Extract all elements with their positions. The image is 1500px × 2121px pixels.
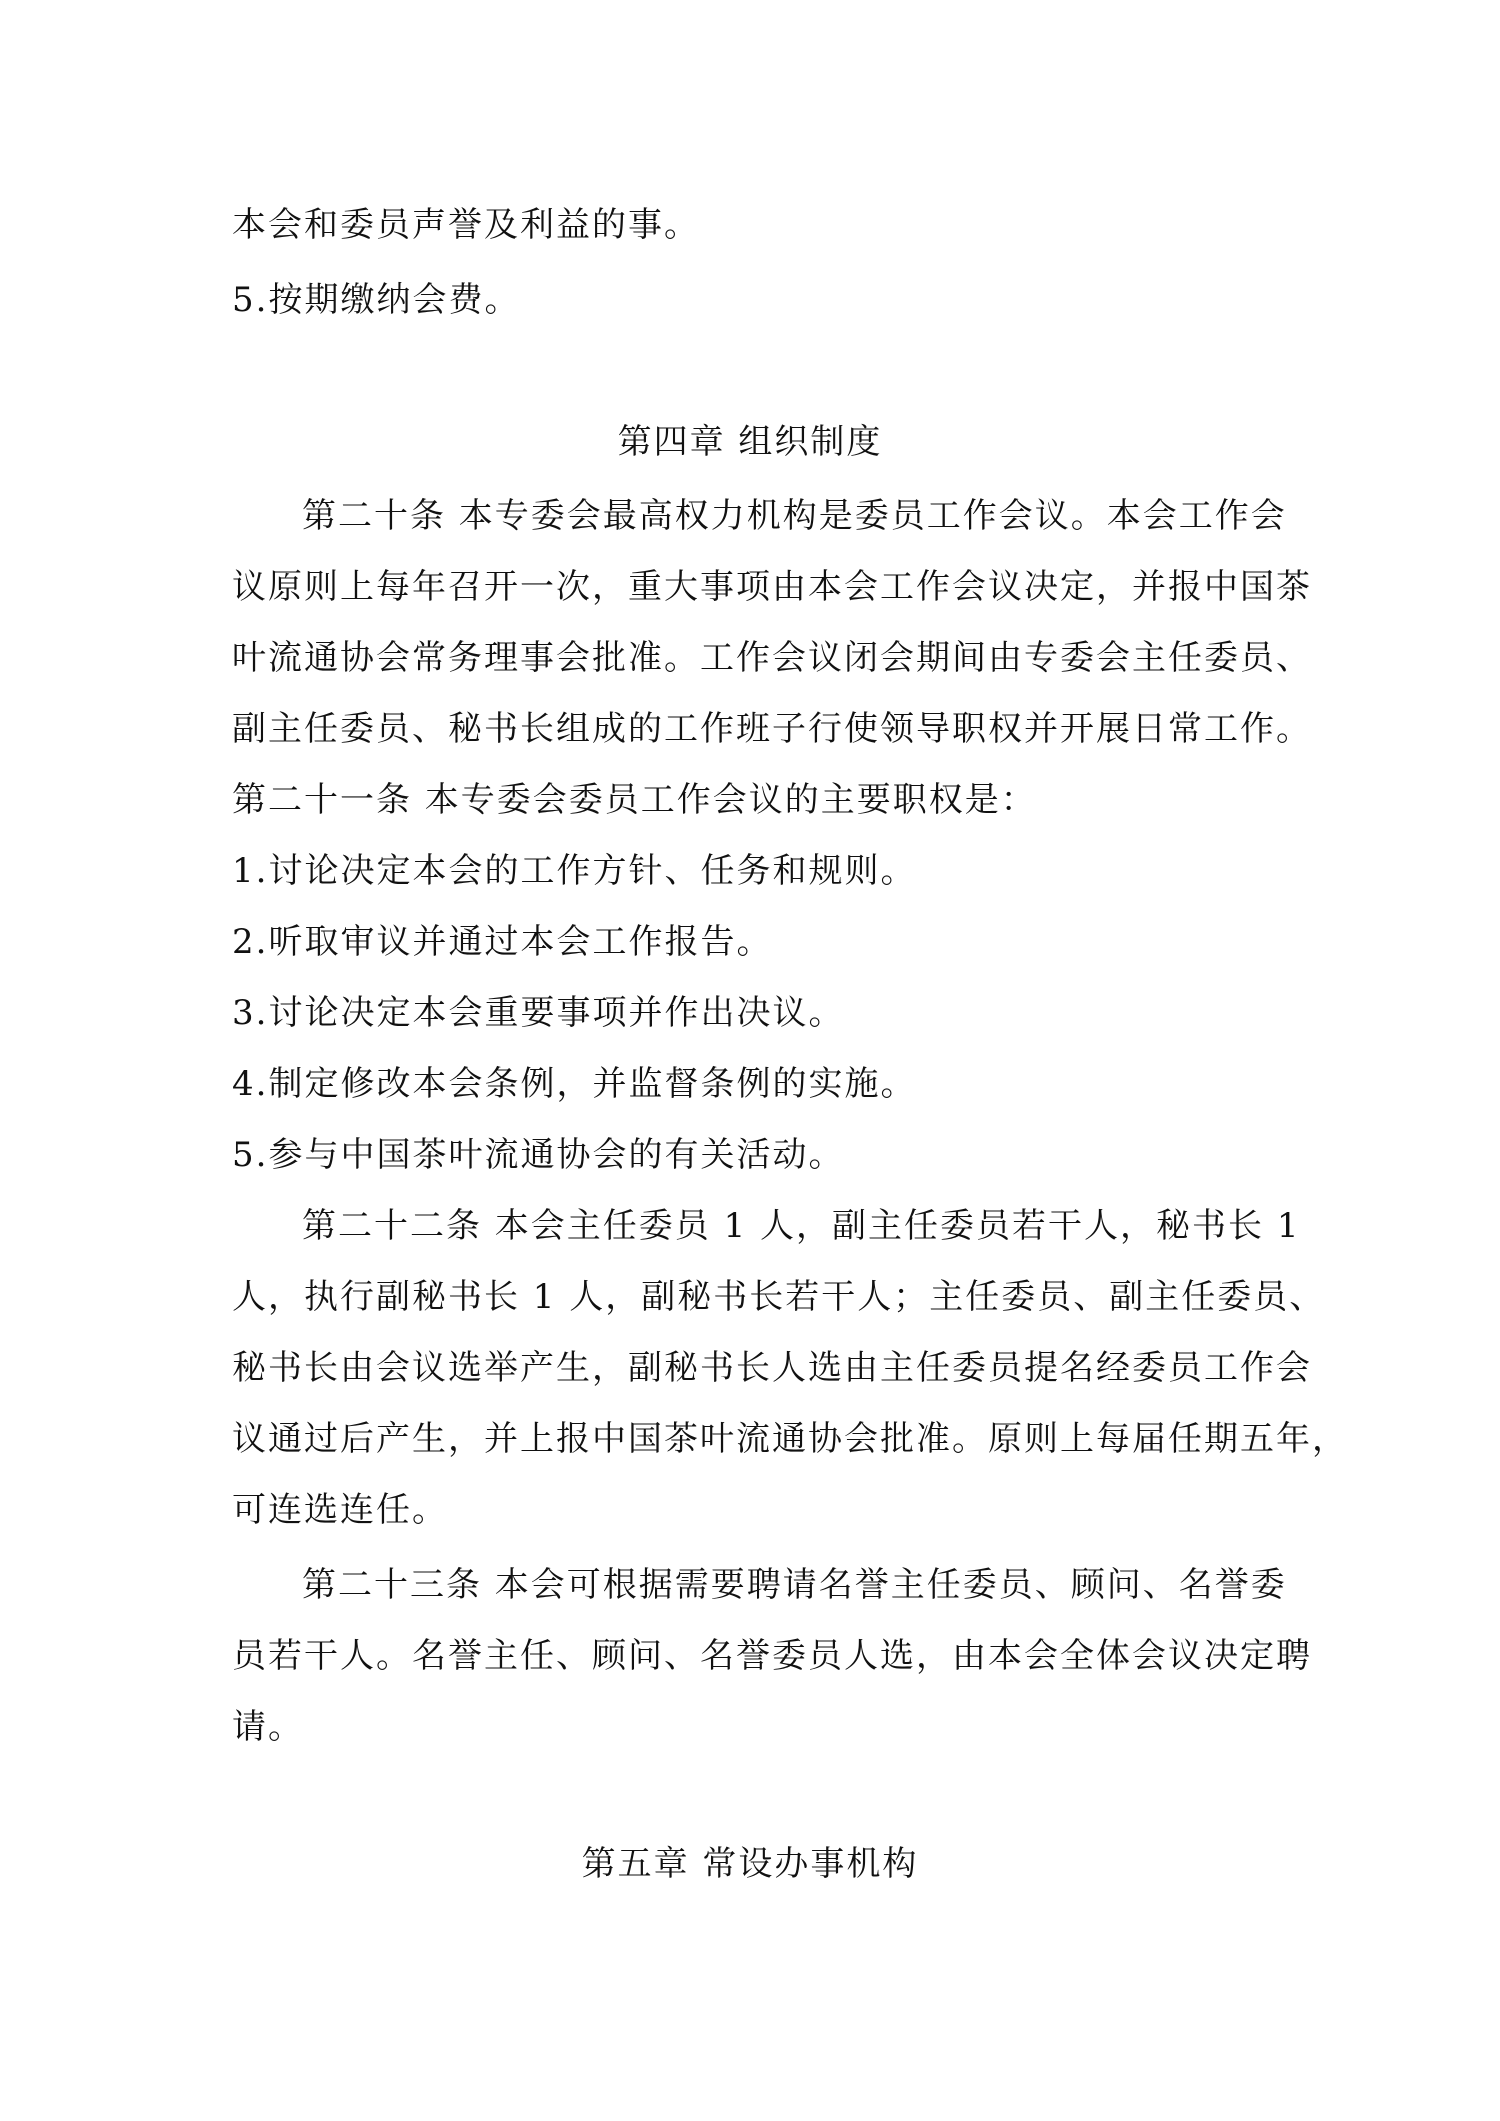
article-21-item-1: 1.讨论决定本会的工作方针、任务和规则。 — [232, 851, 917, 891]
text-line-1: 本会和委员声誉及利益的事。 — [232, 205, 700, 245]
chapter-five-heading: 第五章 常设办事机构 — [581, 1844, 919, 1884]
article-22-line-5: 可连选连任。 — [232, 1490, 448, 1530]
article-20-line-2: 议原则上每年召开一次，重大事项由本会工作会议决定，并报中国茶 — [232, 567, 1312, 607]
article-20-line-4: 副主任委员、秘书长组成的工作班子行使领导职权并开展日常工作。 — [232, 709, 1312, 749]
article-22-line-2: 人，执行副秘书长 1 人，副秘书长若干人；主任委员、副主任委员、 — [232, 1277, 1326, 1317]
article-21-item-2: 2.听取审议并通过本会工作报告。 — [232, 922, 773, 962]
text-line-2: 5.按期缴纳会费。 — [232, 280, 521, 320]
article-23-line-3: 请。 — [232, 1707, 304, 1747]
article-21-heading-line: 第二十一条 本专委会委员工作会议的主要职权是： — [232, 780, 1037, 820]
article-22-line-4: 议通过后产生，并上报中国茶叶流通协会批准。原则上每届任期五年， — [232, 1419, 1348, 1459]
article-21-item-3: 3.讨论决定本会重要事项并作出决议。 — [232, 993, 845, 1033]
article-23-line-1: 第二十三条 本会可根据需要聘请名誉主任委员、顾问、名誉委 — [302, 1565, 1287, 1605]
article-21-item-5: 5.参与中国茶叶流通协会的有关活动。 — [232, 1135, 845, 1175]
article-22-line-1: 第二十二条 本会主任委员 1 人，副主任委员若干人，秘书长 1 — [302, 1206, 1301, 1246]
article-22-line-3: 秘书长由会议选举产生，副秘书长人选由主任委员提名经委员工作会 — [232, 1348, 1312, 1388]
article-20-line-3: 叶流通协会常务理事会批准。工作会议闭会期间由专委会主任委员、 — [232, 638, 1312, 678]
article-21-item-4: 4.制定修改本会条例，并监督条例的实施。 — [232, 1064, 917, 1104]
article-23-line-2: 员若干人。名誉主任、顾问、名誉委员人选，由本会全体会议决定聘 — [232, 1636, 1312, 1676]
article-20-line-1: 第二十条 本专委会最高权力机构是委员工作会议。本会工作会 — [302, 496, 1287, 536]
chapter-four-heading: 第四章 组织制度 — [617, 422, 883, 462]
